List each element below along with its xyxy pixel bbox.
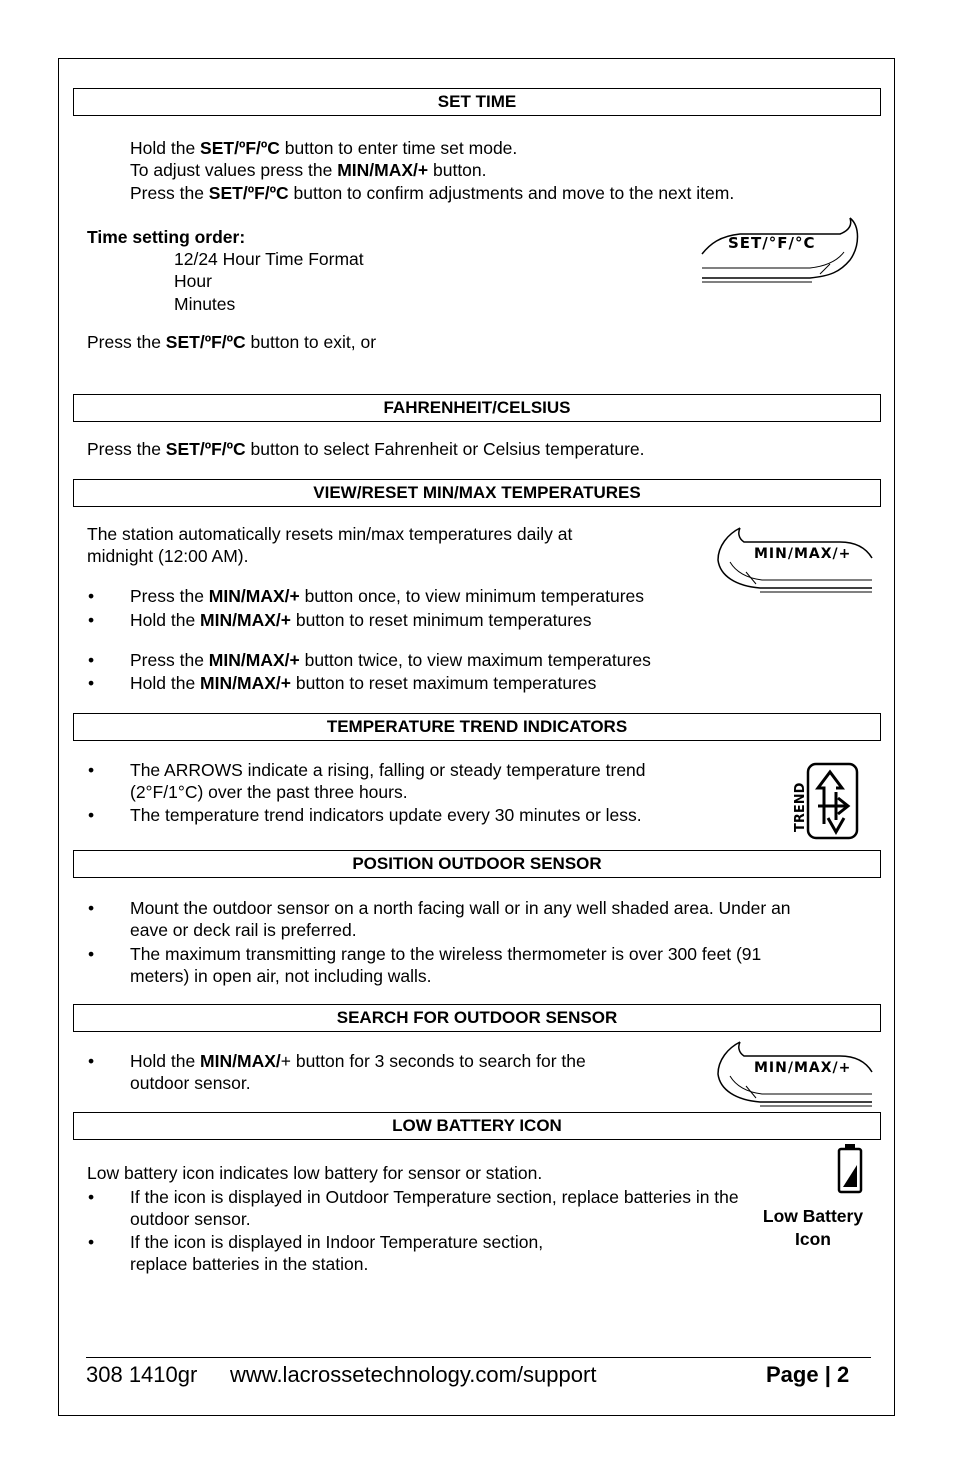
set-time-line-1: Hold the SET/ºF/ºC button to enter time set mode.: [130, 138, 518, 158]
section-header-trend: TEMPERATURE TREND INDICATORS: [73, 713, 881, 741]
set-time-exit-line: Press the SET/ºF/ºC button to exit, or: [87, 332, 377, 352]
battery-bullet-2-line-1: If the icon is displayed in Indoor Temperature section,: [130, 1232, 544, 1252]
battery-bullet-2-line-2: replace batteries in the station.: [130, 1254, 369, 1274]
low-battery-caption-1: Low Battery: [762, 1206, 864, 1226]
section-header-battery: LOW BATTERY ICON: [73, 1112, 881, 1140]
footer-model: 308 1410gr: [86, 1362, 198, 1387]
time-order-item: Minutes: [174, 294, 236, 314]
trend-bullet-2: The temperature trend indicators update every 30 minutes or less.: [130, 805, 642, 825]
minmax-button-illustration: [716, 528, 874, 594]
section-header-position: POSITION OUTDOOR SENSOR: [73, 850, 881, 878]
battery-bullet-1-line-2: outdoor sensor.: [130, 1209, 251, 1229]
section-header-set-time: SET TIME: [73, 88, 881, 116]
minmax-intro-2: midnight (12:00 AM).: [87, 546, 249, 566]
low-battery-icon: [836, 1143, 866, 1195]
minmax-intro-1: The station automatically resets min/max temperatures daily at: [87, 524, 573, 544]
position-bullet-2-line-2: meters) in open air, not including walls.: [130, 966, 432, 986]
minmax-bullet-3: Press the MIN/MAX/+ button twice, to view maximum temperatures: [130, 650, 651, 670]
time-setting-order-label: Time setting order:: [87, 227, 246, 247]
section-header-fahrenheit: FAHRENHEIT/CELSIUS: [73, 394, 881, 422]
minmax-bullet-2: Hold the MIN/MAX/+ button to reset minimum temperatures: [130, 610, 592, 630]
trend-bullet-1-line-1: The ARROWS indicate a rising, falling or steady temperature trend: [130, 760, 646, 780]
trend-icon: [788, 762, 860, 840]
section-header-search: SEARCH FOR OUTDOOR SENSOR: [73, 1004, 881, 1032]
minmax-button-label: MIN/MAX/+: [754, 546, 852, 562]
trend-bullet-1-line-2: (2°F/1°C) over the past three hours.: [130, 782, 408, 802]
position-bullet-2-line-1: The maximum transmitting range to the wireless thermometer is over 300 feet (91: [130, 944, 762, 964]
set-button-label: SET/°F/°C: [728, 234, 816, 252]
low-battery-caption-2: Icon: [795, 1229, 831, 1249]
search-bullet-line-2: outdoor sensor.: [130, 1073, 251, 1093]
minmax-bullet-1: Press the MIN/MAX/+ button once, to view minimum temperatures: [130, 586, 645, 606]
search-bullet-line-1: Hold the MIN/MAX/+ button for 3 seconds to search for the: [130, 1051, 586, 1071]
search-button-label: MIN/MAX/+: [754, 1060, 852, 1076]
fahrenheit-text: Press the SET/ºF/ºC button to select Fahrenheit or Celsius temperature.: [87, 439, 645, 459]
set-time-line-2: To adjust values press the MIN/MAX/+ button.: [130, 160, 487, 180]
footer-url[interactable]: www.lacrossetechnology.com/support: [230, 1362, 597, 1387]
footer-page-number: Page | 2: [766, 1362, 850, 1387]
time-order-item: Hour: [174, 271, 212, 291]
position-bullet-1-line-1: Mount the outdoor sensor on a north facing wall or in any well shaded area. Under an: [130, 898, 791, 918]
set-button-illustration: [700, 216, 862, 284]
footer-divider: [86, 1357, 871, 1358]
section-header-minmax: VIEW/RESET MIN/MAX TEMPERATURES: [73, 479, 881, 507]
battery-bullet-1-line-1: If the icon is displayed in Outdoor Temperature section, replace batteries in the: [130, 1187, 739, 1207]
minmax-bullet-4: Hold the MIN/MAX/+ button to reset maximum temperatures: [130, 673, 597, 693]
position-bullet-1-line-2: eave or deck rail is preferred.: [130, 920, 357, 940]
battery-intro: Low battery icon indicates low battery for sensor or station.: [87, 1163, 543, 1183]
search-minmax-button-illustration: [716, 1042, 874, 1108]
time-order-item: 12/24 Hour Time Format: [174, 249, 364, 269]
trend-icon-label: TREND: [793, 782, 808, 832]
set-time-line-3: Press the SET/ºF/ºC button to confirm adjustments and move to the next item.: [130, 183, 735, 203]
